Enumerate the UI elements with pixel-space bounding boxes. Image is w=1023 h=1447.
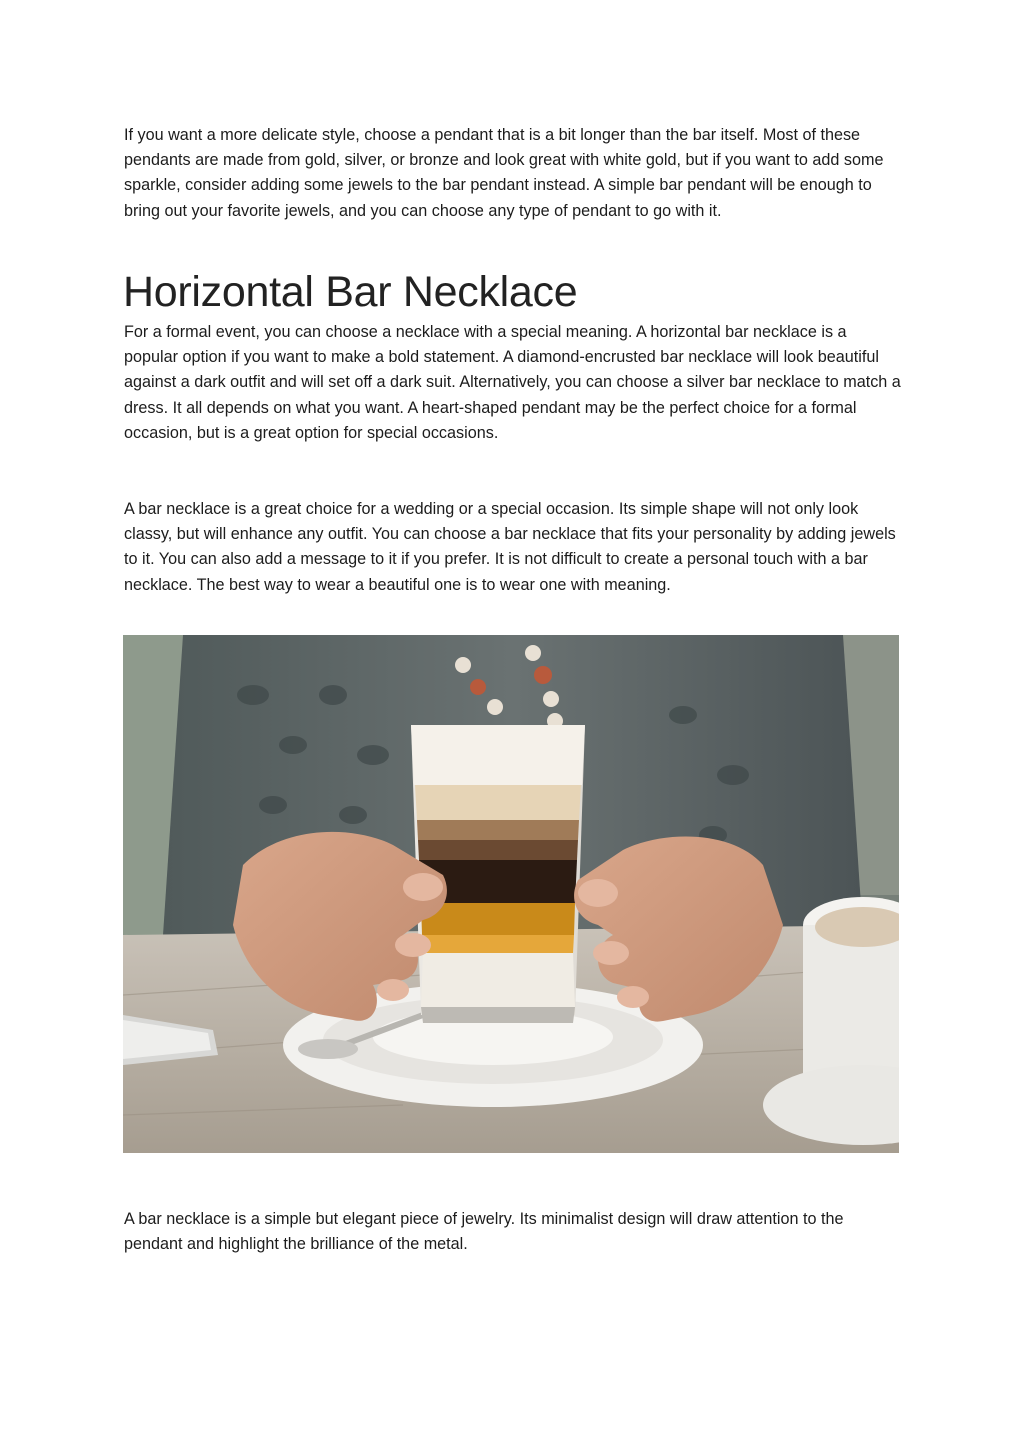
coffee-photo <box>123 635 899 1153</box>
section-heading: Horizontal Bar Necklace <box>123 268 578 316</box>
body-paragraph: For a formal event, you can choose a necklace with a special meaning. A horizontal bar necklace is a popular option if you want to make a bold statement. A diamond-encrusted bar necklace will look beautiful against a dark outfit and will set off a dark suit. Alternatively, you can choose a silver bar necklace to match a dress. It all depends on what you want. A heart-shaped pendant may be the perfect choice for a formal occasion, but is a great option for special occasions. <box>124 323 901 442</box>
body-paragraph: A bar necklace is a great choice for a wedding or a special occasion. Its simple shape will not only look classy, but will enhance any outfit. You can choose a bar necklace that fits your personality by adding jewels to it. You can also add a message to it if you prefer. It is not difficult to create a personal touch with a bar necklace. The best way to wear a beautiful one is to wear one with meaning. <box>124 500 896 594</box>
body-paragraph: A bar necklace is a simple but elegant piece of jewelry. Its minimalist design will draw attention to the pendant and highlight the brilliance of the metal. <box>124 1210 844 1254</box>
body-paragraph: If you want a more delicate style, choose a pendant that is a bit longer than the bar itself. Most of these pendants are made from gold, silver, or bronze and look great with white gold, but if you want to add some sparkle, consider adding some jewels to the bar pendant instead. A simple bar pendant will be enough to bring out your favorite jewels, and you can choose any type of pendant to go with it. <box>124 126 884 220</box>
